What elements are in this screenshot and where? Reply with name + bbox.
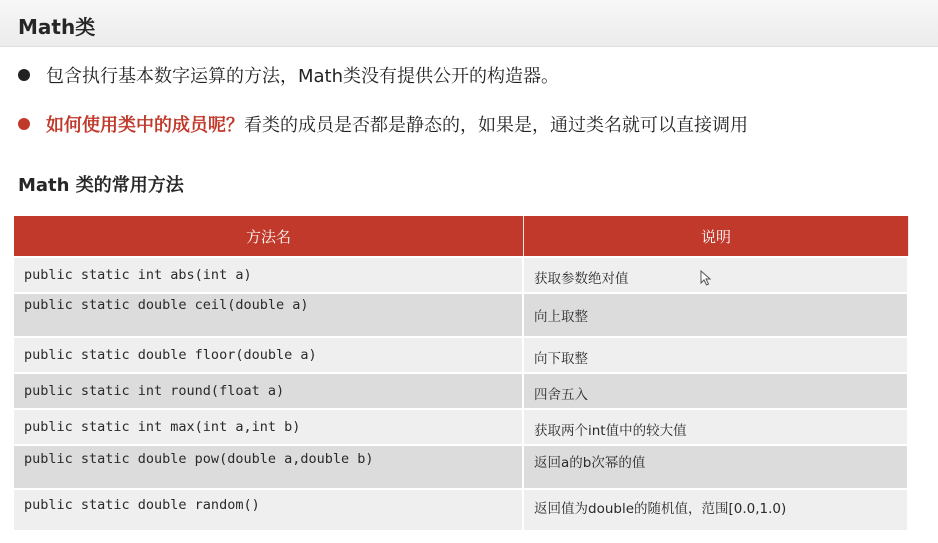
method-cell: public static double floor(double a) (14, 338, 524, 372)
method-cell: public static double pow(double a,double b) (14, 446, 524, 488)
method-cell: public static double ceil(double a) (14, 294, 524, 336)
bullet-2 (18, 109, 748, 139)
method-cell: public static double random() (14, 490, 524, 530)
header-method-name: 方法名 (14, 216, 524, 256)
description-cell: 获取两个int值中的较大值 (524, 410, 909, 444)
bullet-2-text: 看类的成员是否都是静态的，如果是，通过类名就可以直接调用 (244, 115, 748, 136)
methods-table (14, 216, 909, 530)
table-row (14, 488, 909, 530)
table-row (14, 292, 909, 336)
title-bar (0, 0, 938, 47)
header-description: 说明 (524, 216, 909, 256)
table-row (14, 408, 909, 444)
section-title: Math 类的常用方法 (18, 175, 184, 196)
bullet-2-emphasis: 如何使用类中的成员呢？ (46, 115, 244, 136)
table-row (14, 336, 909, 372)
mouse-pointer-icon (700, 270, 712, 286)
table-header (14, 216, 909, 256)
description-cell: 向下取整 (524, 338, 909, 372)
table-row (14, 444, 909, 488)
bullet-1-text: 包含执行基本数字运算的方法，Math类没有提供公开的构造器。 (46, 66, 560, 87)
method-cell: public static int max(int a,int b) (14, 410, 524, 444)
description-cell: 返回a的b次幂的值 (524, 446, 909, 488)
table-row (14, 372, 909, 408)
description-cell: 四舍五入 (524, 374, 909, 408)
page-title: Math类 (18, 15, 96, 39)
bullet-1 (18, 60, 559, 90)
description-cell: 向上取整 (524, 294, 909, 336)
description-cell: 获取参数绝对值 (524, 258, 909, 292)
bullet-dot-icon (18, 118, 30, 130)
bullet-dot-icon (18, 69, 30, 81)
method-cell: public static int abs(int a) (14, 258, 524, 292)
description-cell: 返回值为double的随机值，范围[0.0,1.0) (524, 490, 909, 530)
table-row (14, 256, 909, 292)
method-cell: public static int round(float a) (14, 374, 524, 408)
